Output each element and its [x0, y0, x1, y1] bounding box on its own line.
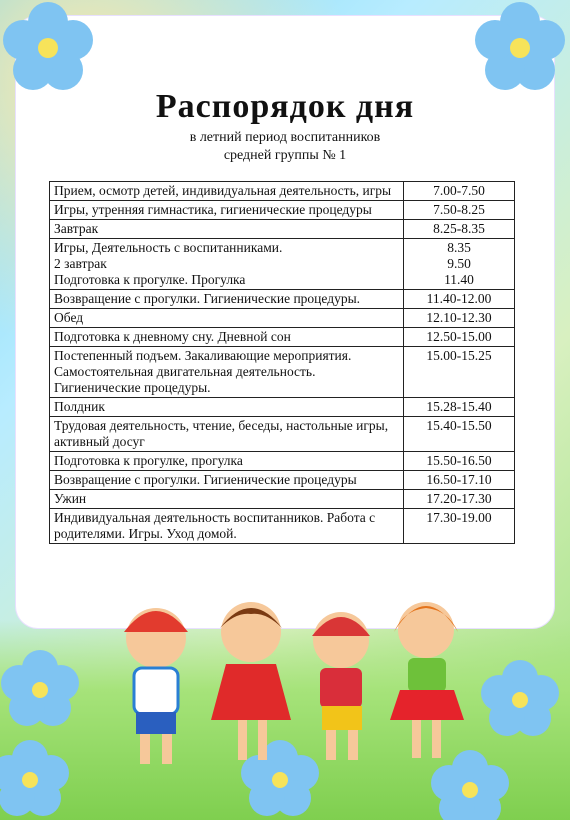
activity-cell: Обед [50, 309, 404, 328]
page-subtitle-group: средней группы № 1 [223, 148, 347, 163]
activity-cell: Постепенный подъем. Закаливающие мероприятия. Самостоятельная двигательная деятельность. Гигиенические процедуры. [50, 347, 404, 398]
time-cell: 12.10-12.30 [404, 309, 515, 328]
time-cell: 15.40-15.50 [404, 417, 515, 452]
activity-cell: Прием, осмотр детей, индивидуальная деятельность, игры [50, 182, 404, 201]
activity-cell: Возвращение с прогулки. Гигиенические процедуры. [50, 290, 404, 309]
table-row [50, 309, 515, 328]
time-cell: 15.00-15.25 [404, 347, 515, 398]
table-row [50, 398, 515, 417]
time-cell: 15.28-15.40 [404, 398, 515, 417]
activity-cell: Индивидуальная деятельность воспитанников. Работа с родителями. Игры. Уход домой. [50, 509, 404, 544]
flower-icon [0, 0, 120, 110]
table-row [50, 182, 515, 201]
activity-cell: Игры, Деятельность с воспитанниками. 2 завтрак Подготовка к прогулке. Прогулка [50, 239, 404, 290]
time-cell: 15.50-16.50 [404, 452, 515, 471]
time-cell: 16.50-17.10 [404, 471, 515, 490]
table-row [50, 347, 515, 398]
activity-cell: Завтрак [50, 220, 404, 239]
activity-cell: Полдник [50, 398, 404, 417]
flower-icon [450, 0, 570, 110]
time-cell: 17.20-17.30 [404, 490, 515, 509]
table-row [50, 452, 515, 471]
activity-cell: Трудовая деятельность, чтение, беседы, настольные игры, активный досуг [50, 417, 404, 452]
time-cell: 17.30-19.00 [404, 509, 515, 544]
time-cell: 7.00-7.50 [404, 182, 515, 201]
page-title: Распорядок дня [155, 88, 415, 125]
table-row [50, 201, 515, 220]
time-cell: 7.50-8.25 [404, 201, 515, 220]
children-playing-illustration [96, 580, 476, 780]
time-cell: 8.35 9.50 11.40 [404, 239, 515, 290]
activity-cell: Игры, утренняя гимнастика, гигиенические процедуры [50, 201, 404, 220]
table-row [50, 328, 515, 347]
time-cell: 11.40-12.00 [404, 290, 515, 309]
activity-cell: Ужин [50, 490, 404, 509]
activity-cell: Подготовка к дневному сну. Дневной сон [50, 328, 404, 347]
activity-cell: Возвращение с прогулки. Гигиенические процедуры [50, 471, 404, 490]
table-row [50, 290, 515, 309]
table-row [50, 490, 515, 509]
table-row [50, 509, 515, 544]
page-subtitle: в летний период воспитанников [189, 130, 381, 145]
activity-cell: Подготовка к прогулке, прогулка [50, 452, 404, 471]
table-row [50, 239, 515, 290]
table-row [50, 471, 515, 490]
time-cell: 12.50-15.00 [404, 328, 515, 347]
schedule-table [49, 181, 515, 544]
time-cell: 8.25-8.35 [404, 220, 515, 239]
table-row [50, 417, 515, 452]
table-row [50, 220, 515, 239]
